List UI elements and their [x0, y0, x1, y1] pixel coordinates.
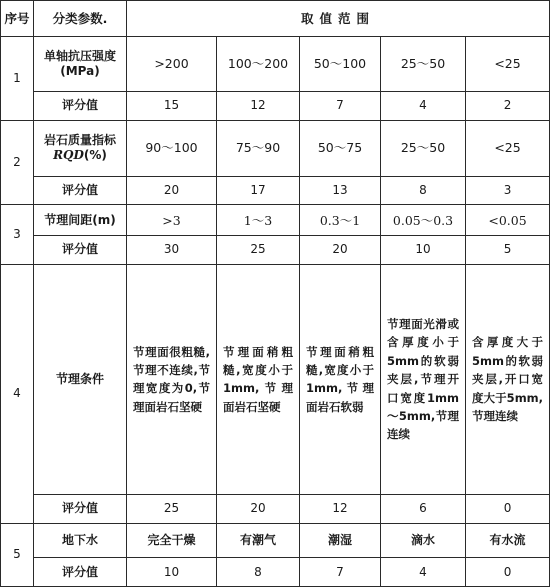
score-row [1, 494, 550, 523]
value-cell: 90～100 [127, 120, 217, 176]
score-cell: 0 [466, 494, 550, 523]
score-cell: 20 [217, 494, 300, 523]
score-cell: 6 [381, 494, 466, 523]
value-cell: 节理面稍粗糙,宽度小于1mm,节理面岩石坚硬 [217, 264, 300, 494]
value-cell: 含厚度大于5mm的软弱夹层,开口宽度大于5mm,节理连续 [466, 264, 550, 494]
value-cell: 25～50 [381, 120, 466, 176]
score-cell: 13 [300, 176, 381, 205]
table-row [1, 264, 550, 494]
score-cell: 4 [381, 92, 466, 121]
header-range: 取值范围 [127, 1, 550, 37]
score-cell: 7 [300, 558, 381, 587]
score-cell: 12 [300, 494, 381, 523]
value-cell: 有水流 [466, 523, 550, 558]
score-row [1, 92, 550, 121]
param-label [34, 36, 127, 91]
value-cell: 50～100 [300, 36, 381, 91]
score-cell: 12 [217, 92, 300, 121]
table-row [1, 36, 550, 91]
value-cell: 0.3～1 [300, 205, 381, 236]
value-cell: 0.05～0.3 [381, 205, 466, 236]
score-cell: 2 [466, 92, 550, 121]
value-cell: >3 [127, 205, 217, 236]
row-seq: 2 [1, 120, 34, 205]
score-cell: 10 [381, 236, 466, 265]
score-label: 评分值 [34, 176, 127, 205]
score-cell: 17 [217, 176, 300, 205]
table-row [1, 205, 550, 236]
rqd-italic: RQD [53, 148, 84, 163]
row-seq: 1 [1, 36, 34, 120]
score-label: 评分值 [34, 558, 127, 587]
header-param: 分类参数. [34, 1, 127, 37]
param-label: 地下水 [34, 523, 127, 558]
score-cell: 30 [127, 236, 217, 265]
score-cell: 10 [127, 558, 217, 587]
value-cell: <25 [466, 120, 550, 176]
score-cell: 8 [217, 558, 300, 587]
value-cell: 完全干燥 [127, 523, 217, 558]
row-seq: 3 [1, 205, 34, 264]
value-cell: 1～3 [217, 205, 300, 236]
value-cell: 75～90 [217, 120, 300, 176]
param-label: 节理条件 [34, 264, 127, 494]
value-cell: <0.05 [466, 205, 550, 236]
value-cell: <25 [466, 36, 550, 91]
row-seq: 4 [1, 264, 34, 523]
param-label-line: 单轴抗压强度 [43, 48, 116, 63]
table-row [1, 120, 550, 176]
score-cell: 25 [127, 494, 217, 523]
value-cell: 有潮气 [217, 523, 300, 558]
param-label-line: (MPa) [60, 63, 100, 78]
rqd-unit: (%) [83, 148, 107, 163]
score-label: 评分值 [34, 92, 127, 121]
param-label [34, 120, 127, 176]
score-row [1, 176, 550, 205]
score-cell: 15 [127, 92, 217, 121]
table-row [1, 523, 550, 558]
value-cell: 滴水 [381, 523, 466, 558]
param-label-line: 岩石质量指标 [43, 133, 116, 148]
score-cell: 20 [300, 236, 381, 265]
value-cell: 节理面很粗糙,节理不连续,节理宽度为0,节理面岩石坚硬 [127, 264, 217, 494]
score-row [1, 558, 550, 587]
score-cell: 8 [381, 176, 466, 205]
value-cell: 节理面光滑或含厚度小于5mm的软弱夹层,节理开口宽度1mm～5mm,节理连续 [381, 264, 466, 494]
header-seq: 序号 [1, 1, 34, 37]
value-cell: >200 [127, 36, 217, 91]
value-cell: 节理面稍粗糙,宽度小于1mm,节理面岩石软弱 [300, 264, 381, 494]
row-seq: 5 [1, 523, 34, 587]
score-cell: 20 [127, 176, 217, 205]
score-cell: 5 [466, 236, 550, 265]
score-cell: 4 [381, 558, 466, 587]
score-cell: 25 [217, 236, 300, 265]
score-row [1, 236, 550, 265]
score-label: 评分值 [34, 494, 127, 523]
param-label-line [36, 148, 124, 163]
header-row [1, 1, 550, 37]
value-cell: 100～200 [217, 36, 300, 91]
value-cell: 50～75 [300, 120, 381, 176]
value-cell: 25～50 [381, 36, 466, 91]
value-cell: 潮湿 [300, 523, 381, 558]
score-cell: 0 [466, 558, 550, 587]
score-label: 评分值 [34, 236, 127, 265]
param-label: 节理间距(m) [34, 205, 127, 236]
score-cell: 3 [466, 176, 550, 205]
score-cell: 7 [300, 92, 381, 121]
